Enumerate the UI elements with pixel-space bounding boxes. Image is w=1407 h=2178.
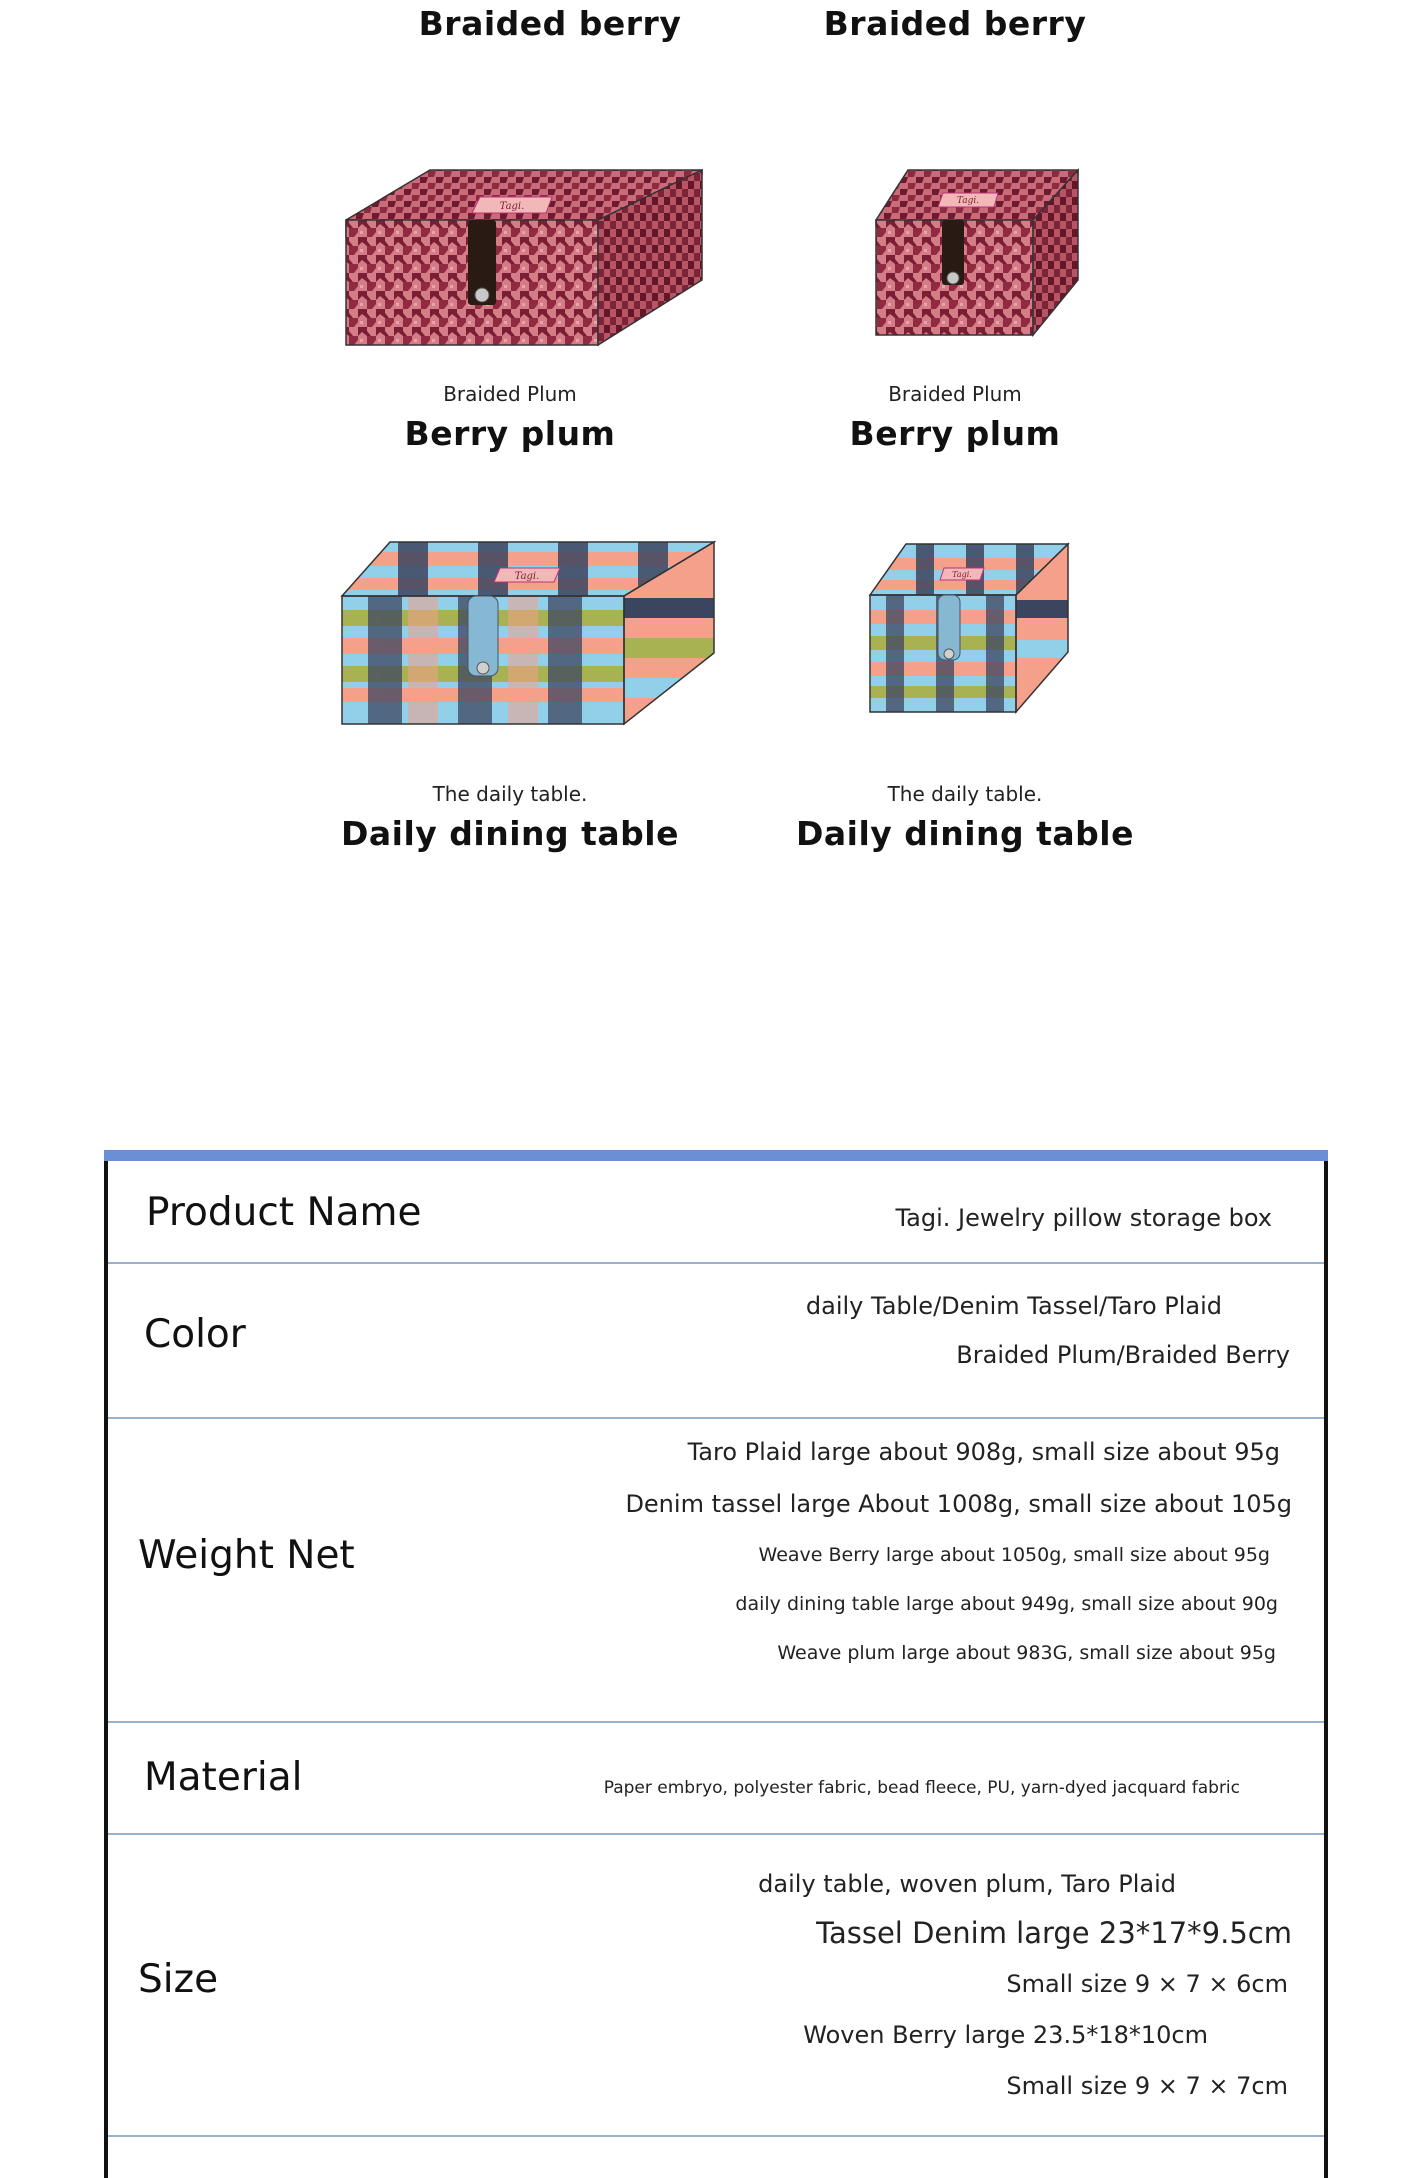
spec-table: [104, 1150, 1328, 2178]
weight-line: Taro Plaid large about 908g, small size about 95g: [687, 1438, 1280, 1466]
material-label: Material: [144, 1755, 303, 1800]
berry-plum-small-box-image: [868, 165, 1083, 340]
product-subtitle: Braided Plum: [888, 382, 1022, 406]
product-card: [745, 0, 1165, 43]
product-title: Berry plum: [404, 414, 616, 453]
product-title: Berry plum: [849, 414, 1061, 453]
size-line: Small size 9 × 7 × 6cm: [1006, 1970, 1288, 1998]
table-top-bar: [104, 1150, 1328, 1161]
color-line: Braided Plum/Braided Berry: [956, 1341, 1290, 1369]
product-subtitle: Braided Plum: [443, 382, 577, 406]
color-line: daily Table/Denim Tassel/Taro Plaid: [805, 1292, 1222, 1320]
product-caption: [300, 782, 720, 853]
size-line: daily table, woven plum, Taro Plaid: [758, 1870, 1176, 1898]
lid-logo: Tagi.: [952, 570, 972, 579]
lid-logo: Tagi.: [514, 571, 540, 582]
table-left-border: [104, 1161, 108, 2178]
product-name-value: Tagi. Jewelry pillow storage box: [895, 1204, 1272, 1232]
color-label: Color: [144, 1312, 246, 1357]
weight-label: Weight Net: [138, 1533, 355, 1578]
berry-plum-large-box-image: [340, 165, 710, 355]
size-label: Size: [138, 1957, 219, 2002]
product-caption: [745, 382, 1165, 453]
row-divider: [108, 1417, 1324, 1419]
weight-line: Weave Berry large about 1050g, small size about 95g: [758, 1544, 1270, 1566]
lid-logo: Tagi.: [956, 196, 980, 206]
table-right-border: [1324, 1161, 1328, 2178]
daily-dining-table-small-box-image: [866, 540, 1072, 716]
product-card: [340, 0, 760, 43]
product-caption: [755, 782, 1175, 853]
row-divider: [108, 1262, 1324, 1264]
product-name-label: Product Name: [146, 1190, 422, 1235]
weight-line: Weave plum large about 983G, small size about 95g: [777, 1642, 1276, 1664]
row-divider: [108, 1721, 1324, 1723]
size-line: Small size 9 × 7 × 7cm: [1006, 2072, 1288, 2100]
size-line: Tassel Denim large 23*17*9.5cm: [816, 1916, 1292, 1950]
row-divider: [108, 2135, 1324, 2137]
product-subtitle: The daily table.: [432, 782, 588, 806]
product-subtitle: The daily table.: [887, 782, 1043, 806]
product-heading: Braided berry: [418, 4, 682, 43]
product-title: Daily dining table: [341, 814, 679, 853]
row-divider: [108, 1833, 1324, 1835]
product-title: Daily dining table: [796, 814, 1134, 853]
weight-line: Denim tassel large About 1008g, small size about 105g: [625, 1490, 1292, 1518]
size-line: Woven Berry large 23.5*18*10cm: [803, 2021, 1208, 2049]
product-heading: Braided berry: [823, 4, 1087, 43]
weight-line: daily dining table large about 949g, small size about 90g: [735, 1593, 1278, 1615]
daily-dining-table-large-box-image: [338, 538, 716, 728]
material-value: Paper embryo, polyester fabric, bead fleece, PU, yarn-dyed jacquard fabric: [603, 1778, 1240, 1798]
product-caption: [300, 382, 720, 453]
lid-logo: Tagi.: [499, 201, 525, 212]
